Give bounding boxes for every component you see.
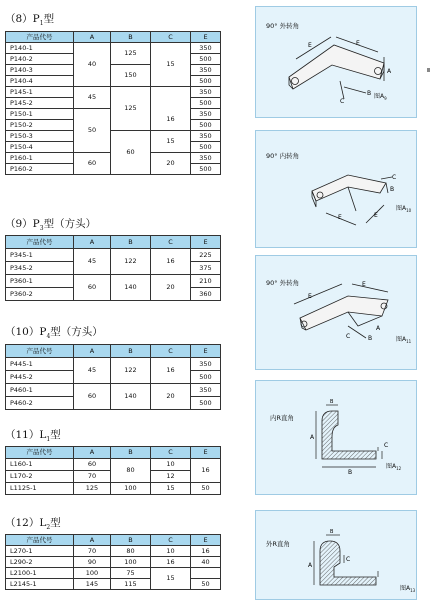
cell-e: 360 [191,288,221,301]
col-header: 产品代号 [6,32,74,43]
col-header: 产品代号 [6,345,74,358]
cell-c: 10 [151,546,191,557]
cell-b: 150 [111,65,151,87]
cell-e: 500 [191,54,221,65]
cell-c: 16 [151,358,191,384]
cell-e: 50 [191,579,221,590]
product-code: P360-1 [6,275,74,288]
outer-corner-diagram-2 [256,256,418,371]
cell-c: 15 [151,43,191,87]
outer-r-angle-diagram [256,511,418,601]
cell-c: 16 [151,557,191,568]
product-code: P150-3 [6,131,74,142]
col-header: 产品代号 [6,447,74,459]
cell-e: 350 [191,43,221,54]
cell-c: 15 [151,568,191,590]
product-code: P445-1 [6,358,74,371]
cell-b: 122 [111,358,151,384]
col-header: E [191,447,221,459]
product-code: P345-1 [6,249,74,262]
inner-r-angle-diagram [256,381,418,496]
product-code: P150-1 [6,109,74,120]
panel-title: 外R直角 [266,540,291,548]
dim-label: E [362,281,366,288]
product-code: L160-1 [6,459,74,471]
cell-c: 16 [151,109,191,131]
panel-outer-corner-a9 [255,6,417,118]
product-code: P140-1 [6,43,74,54]
dim-label: E [308,42,312,49]
cell-e: 16 [191,459,221,483]
col-header: A [74,345,111,358]
dim-label: B [390,186,395,193]
cell-e: 500 [191,371,221,384]
col-header: 产品代号 [6,236,74,249]
col-header: E [191,345,221,358]
cell-e: 500 [191,164,221,175]
cell-e: 500 [191,120,221,131]
edge-mark [427,68,430,72]
table-p4 [5,344,221,410]
col-header: B [111,32,151,43]
panel-title: 90° 外转角 [266,22,300,30]
dim-label: C [392,174,397,181]
cell-e: 350 [191,153,221,164]
cell-c: 20 [151,384,191,410]
cell-b: 100 [111,483,151,495]
cell-e: 50 [191,483,221,495]
col-header: C [151,535,191,546]
cell-c: 16 [151,249,191,275]
cell-e: 350 [191,109,221,120]
outer-corner-diagram [256,7,418,119]
figure-label: 图$A_{11}$ [396,336,412,345]
dim-label: A [308,562,313,569]
panel-inner-corner-a10 [255,130,417,248]
dim-label: C [346,333,351,340]
product-code: L290-2 [6,557,74,568]
product-code: P460-2 [6,397,74,410]
cell-e: 375 [191,262,221,275]
col-header: A [74,236,111,249]
product-code: P160-2 [6,164,74,175]
cell-e: 210 [191,275,221,288]
product-code: L270-1 [6,546,74,557]
cell-e: 350 [191,384,221,397]
section-title-p1: $(8)P_1$型 [5,13,55,28]
product-code: P140-3 [6,65,74,76]
cell-e: 40 [191,557,221,568]
dim-label: B [367,90,372,97]
product-code: P445-2 [6,371,74,384]
table-l2 [5,534,221,590]
product-code: P145-2 [6,98,74,109]
cell-a: 60 [74,459,111,471]
dim-label: B [368,335,373,342]
section-title-p3: $(9)P_3$型（方头） [5,218,97,233]
col-header: E [191,535,221,546]
cell-e: 350 [191,87,221,98]
dim-label: B [330,529,334,535]
product-code: P150-2 [6,120,74,131]
cell-e: 500 [191,397,221,410]
product-code: P160-1 [6,153,74,164]
dim-label: C [340,98,345,105]
cell-a: 70 [74,471,111,483]
section-title-l2: $(12)L_2$型 [5,517,61,532]
dim-label: A [310,434,315,441]
panel-title: 内R直角 [270,414,295,422]
cell-a: 45 [74,358,111,384]
cell-a: 145 [74,579,111,590]
cell-c: 15 [151,131,191,153]
col-header: E [191,32,221,43]
cell-b: 100 [111,557,151,568]
cell-b: 115 [111,579,151,590]
cell-e: 500 [191,98,221,109]
cell-b: 125 [111,87,151,131]
cell-b: 60 [111,131,151,175]
figure-label: 图$A_9$ [374,93,387,102]
cell-b: 75 [111,568,151,579]
cell-e: 350 [191,65,221,76]
panel-title: 90° 外转角 [266,279,300,287]
col-header: B [111,236,151,249]
col-header: B [111,447,151,459]
dim-label: A [387,68,392,75]
cell-b: 140 [111,384,151,410]
cell-c: 10 [151,459,191,471]
cell-e: 500 [191,142,221,153]
cell-b: 140 [111,275,151,301]
col-header: 产品代号 [6,535,74,546]
cell-a: 100 [74,568,111,579]
col-header: B [111,345,151,358]
cell-a: 45 [74,87,111,109]
inner-corner-diagram [256,131,418,249]
product-code: P345-2 [6,262,74,275]
cell-a: 60 [74,153,111,175]
col-header: A [74,447,111,459]
table-p1 [5,31,221,175]
cell-e: 225 [191,249,221,262]
cell-e: 350 [191,131,221,142]
cell-e [191,568,221,579]
panel-outer-r-angle-a13 [255,510,417,600]
product-code: L170-2 [6,471,74,483]
dim-label: E [338,214,342,221]
panel-title: 90° 内转角 [266,152,300,160]
cell-e: 500 [191,76,221,87]
cell-a: 50 [74,109,111,153]
col-header: C [151,447,191,459]
cell-a: 60 [74,384,111,410]
dim-label: C [346,556,351,563]
dim-label: A [376,325,381,332]
figure-label: 图$A_{12}$ [386,463,402,472]
col-header: A [74,535,111,546]
product-code: L2145-1 [6,579,74,590]
dim-label: C [384,442,389,449]
product-code: P145-1 [6,87,74,98]
dim-label: B [330,399,334,405]
cell-b: 80 [111,546,151,557]
section-title-p4: $(10)P_4$型（方头） [5,326,103,341]
col-header: C [151,236,191,249]
cell-a: 45 [74,249,111,275]
col-header: B [111,535,151,546]
product-code: L1125-1 [6,483,74,495]
cell-e: 350 [191,358,221,371]
panel-inner-r-angle-a12 [255,380,417,495]
cell-a: 70 [74,546,111,557]
section-title-l1: $(11)L_1$型 [5,429,61,444]
panel-outer-corner-a11 [255,255,417,370]
cell-c-empty [151,87,191,109]
cell-a: 90 [74,557,111,568]
figure-label: 图$A_{10}$ [396,205,412,214]
cell-c: 20 [151,153,191,175]
cell-a: 40 [74,43,111,87]
cell-b: 80 [111,459,151,483]
figure-label: 图$A_{13}$ [400,585,416,594]
table-l1 [5,446,221,495]
col-header: A [74,32,111,43]
cell-c: 20 [151,275,191,301]
product-code: P140-4 [6,76,74,87]
col-header: C [151,32,191,43]
col-header: E [191,236,221,249]
cell-c: 12 [151,471,191,483]
cell-e: 16 [191,546,221,557]
cell-b: 125 [111,43,151,65]
cell-a: 60 [74,275,111,301]
product-code: L2100-1 [6,568,74,579]
product-code: P460-1 [6,384,74,397]
product-code: P150-4 [6,142,74,153]
cell-a: 125 [74,483,111,495]
col-header: C [151,345,191,358]
table-p3 [5,235,221,301]
cell-c: 15 [151,483,191,495]
dim-label: B [348,469,353,476]
product-code: P360-2 [6,288,74,301]
cell-b: 122 [111,249,151,275]
dim-label: E [374,212,378,219]
product-code: P140-2 [6,54,74,65]
dim-label: E [356,40,360,47]
dim-label: E [308,293,312,300]
